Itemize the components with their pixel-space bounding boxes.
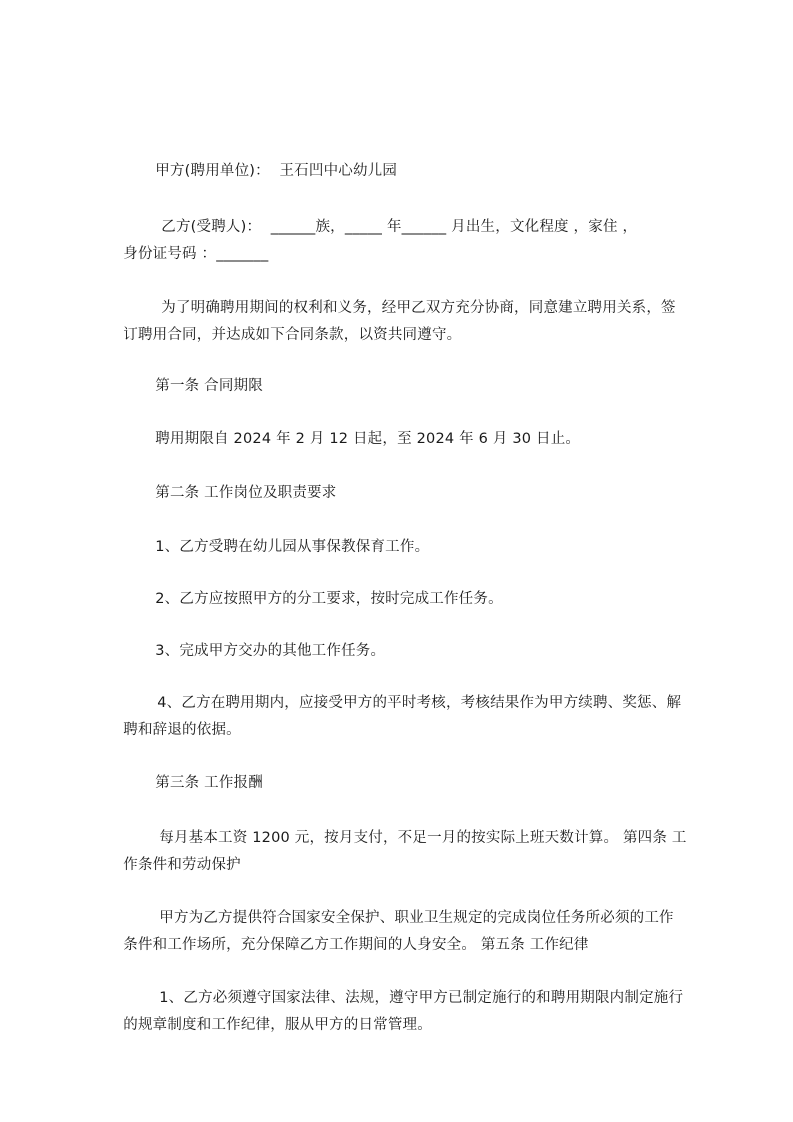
party-a-text: 甲方(聘用单位)： 王石凹中心幼儿园 (155, 163, 398, 179)
article-4-body-text-2: 条件和工作场所，充分保障乙方工作期间的人身安全。 第五条 工作纪律 (123, 937, 589, 953)
article-1-body-text: 聘用期限自 2024 年 2 月 12 日起，至 2024 年 6 月 30 日止。 (155, 431, 581, 447)
article-2-title-text: 第二条 工作岗位及职责要求 (155, 485, 337, 501)
article-2-item-4-text-1: 4、乙方在聘用期内，应接受甲方的平时考核，考核结果作为甲方续聘、奖惩、解 (157, 695, 682, 711)
article-4-body-text-1: 甲方为乙方提供符合国家安全保护、职业卫生规定的完成岗位任务所必须的工作 (159, 910, 674, 926)
article-1-title-text: 第一条 合同期限 (155, 378, 263, 394)
party-b-text-2: 身份证号码 ：_______ (123, 246, 269, 262)
article-2-item-1-text: 1、乙方受聘在幼儿园从事保教保育工作。 (155, 539, 430, 555)
article-2-item-2-text: 2、乙方应按照甲方的分工要求，按时完成工作任务。 (155, 591, 503, 607)
party-b-text-1: 乙方(受聘人)： ______族，_____ 年______ 月出生，文化程度 ，家住 ， (161, 219, 638, 235)
article-5-item-1-line2 (104, 979, 704, 1072)
article-3-title-text: 第三条 工作报酬 (155, 775, 263, 791)
article-3-body-text-2: 作条件和劳动保护 (123, 857, 241, 873)
article-2-item-3-text: 3、完成甲方交办的其他工作任务。 (155, 643, 386, 659)
article-5-item-1-text-2: 的规章制度和工作纪律，服从甲方的日常管理。 (123, 1017, 432, 1033)
article-3-body-text-1: 每月基本工资 1200 元，按月支付，不足一月的按实际上班天数计算。 第四条 工 (159, 830, 687, 846)
article-5-item-1-text-1: 1、乙方必须遵守国家法律、法规，遵守甲方已制定施行的和聘用期限内制定施行 (159, 990, 684, 1006)
intro-text-2: 订聘用合同，并达成如下合同条款，以资共同遵守。 (123, 327, 462, 343)
article-2-item-4-text-2: 聘和辞退的依据。 (123, 722, 241, 738)
intro-text-1: 为了明确聘用期间的权利和义务，经甲乙双方充分协商，同意建立聘用关系，签 (161, 300, 676, 316)
